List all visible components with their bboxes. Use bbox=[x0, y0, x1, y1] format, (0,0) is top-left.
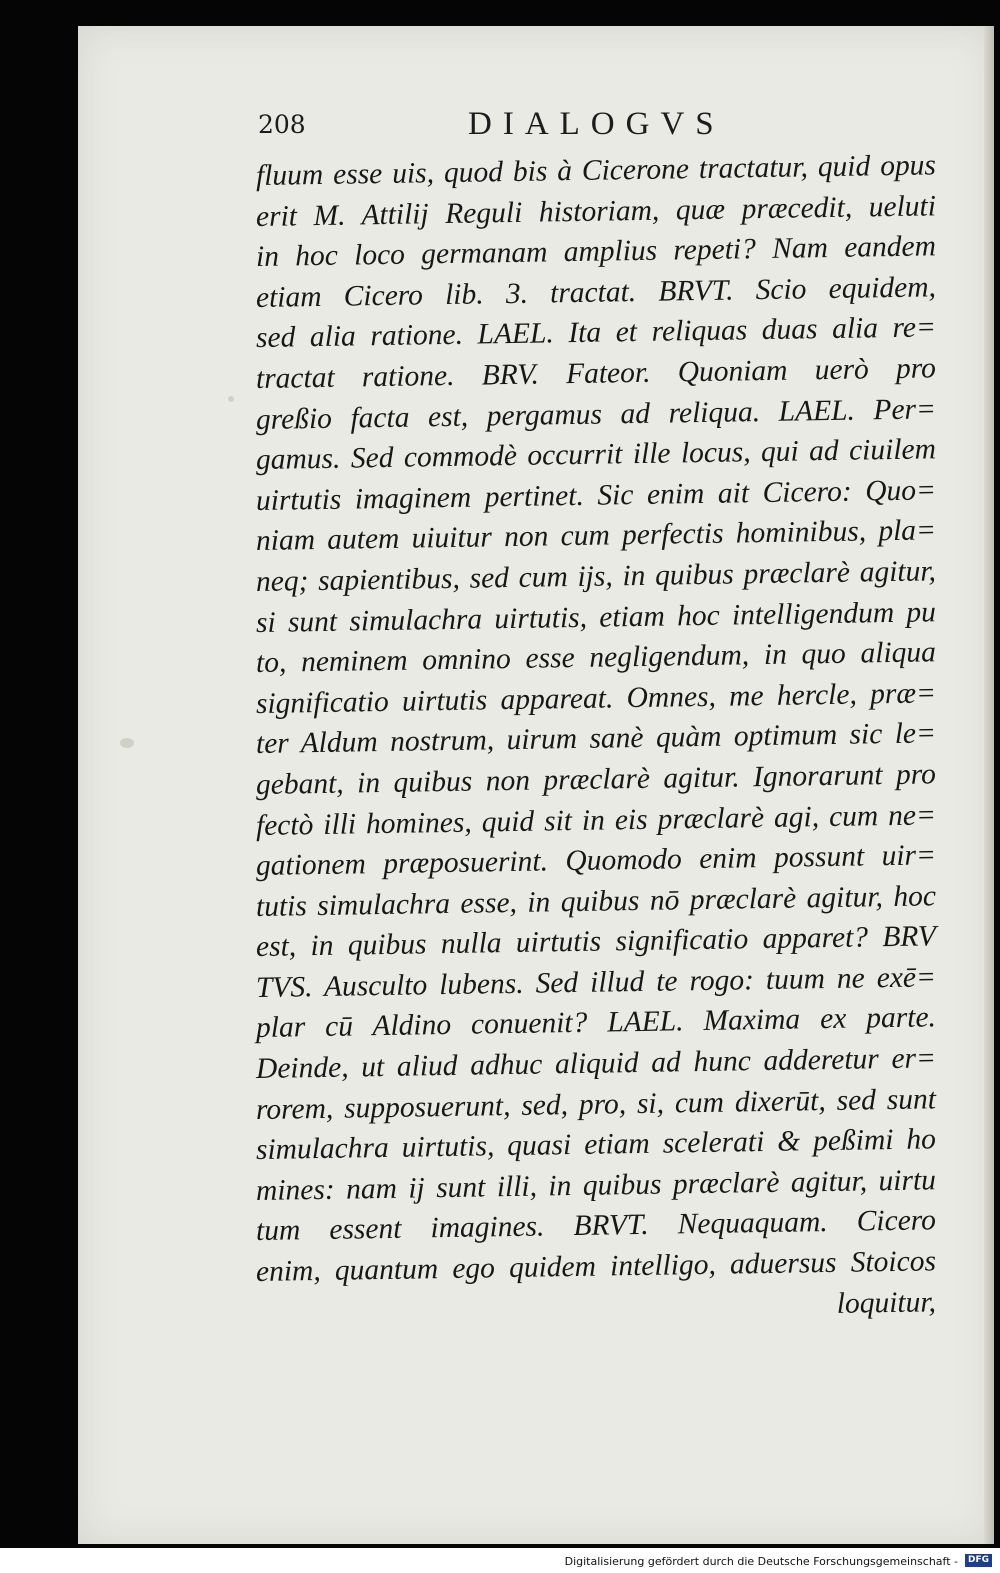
text-line: etiam Cicero lib. 3. tractat. BRVT. Scio equidem, bbox=[255, 271, 937, 314]
text-block bbox=[255, 149, 937, 1333]
footer-credit: Digitalisierung gefördert durch die Deutsche Forschungsgemeinschaft - bbox=[564, 1555, 958, 1568]
text-line: gationem præposuerint. Quomodo enim possunt uir= bbox=[255, 839, 937, 883]
text-line: si sunt simulachra uirtutis, etiam hoc intelligendum pu bbox=[255, 595, 937, 639]
text-line: TVS. Ausculto lubens. Sed illud te rogo: tuum ne exē= bbox=[255, 961, 937, 1004]
text-line: niam autem uiuitur non cum perfectis hominibus, pla= bbox=[255, 514, 937, 558]
text-line: Deinde, ut aliud adhuc aliquid ad hunc adderetur er= bbox=[255, 1042, 937, 1086]
text-line: sed alia ratione. LAEL. Ita et reliquas duas alia re= bbox=[255, 311, 937, 355]
running-head bbox=[258, 106, 778, 146]
text-line: gebant, in quibus non præclarè agitur. Ignorarunt pro bbox=[255, 758, 937, 801]
text-line: in hoc loco germanam amplius repeti? Nam eandem bbox=[255, 230, 937, 274]
text-line: tum essent imagines. BRVT. Nequaquam. Cicero bbox=[255, 1204, 937, 1248]
text-line: gamus. Sed commodè occurrit ille locus, qui ad ciuilem bbox=[255, 433, 937, 477]
text-line: erit M. Attilij Reguli historiam, quæ præcedit, ueluti bbox=[255, 189, 937, 233]
dfg-logo: DFG bbox=[965, 1554, 992, 1567]
text-line: greßio facta est, pergamus ad reliqua. LAEL. Per= bbox=[255, 392, 937, 436]
paper-stain bbox=[228, 396, 234, 402]
text-line: rorem, supposuerunt, sed, pro, si, cum dixerūt, sed sunt bbox=[255, 1082, 937, 1126]
text-line: significatio uirtutis appareat. Omnes, me hercle, præ= bbox=[255, 677, 937, 720]
text-line: loquitur, bbox=[836, 1285, 937, 1320]
page-number: 208 bbox=[258, 110, 306, 139]
text-line: fluum esse uis, quod bis à Cicerone tractatur, quid opus bbox=[255, 149, 937, 192]
text-line: simulachra uirtutis, quasi etiam scelerati & peßimi ho bbox=[255, 1123, 937, 1167]
page-edge bbox=[984, 26, 994, 1544]
text-line: mines: nam ij sunt illi, in quibus præclarè agitur, uirtu bbox=[255, 1164, 937, 1207]
text-line: plar cū Aldino conuenit? LAEL. Maxima ex parte. bbox=[255, 1001, 937, 1045]
text-line: tractat ratione. BRV. Fateor. Quoniam uerò pro bbox=[255, 352, 937, 395]
text-line: uirtutis imaginem pertinet. Sic enim ait Cicero: Quo= bbox=[255, 474, 937, 517]
text-line: tutis simulachra esse, in quibus nō præclarè agitur, hoc bbox=[255, 880, 937, 923]
text-line: neq; sapientibus, sed cum ijs, in quibus præclarè agitur, bbox=[255, 555, 937, 598]
text-line: fectò illi homines, quid sit in eis præclarè agi, cum ne= bbox=[255, 798, 937, 842]
paper-stain bbox=[120, 738, 134, 748]
footer-bar bbox=[0, 1548, 1000, 1573]
text-line: ter Aldum nostrum, uirum sanè quàm optimum sic le= bbox=[255, 717, 937, 761]
text-line: enim, quantum ego quidem intelligo, aduersus Stoicos bbox=[255, 1245, 937, 1289]
text-line: est, in quibus nulla uirtutis significatio apparet? BRV bbox=[255, 920, 937, 964]
text-line: to, neminem omnino esse negligendum, in quo aliqua bbox=[255, 636, 937, 680]
book-page bbox=[78, 26, 994, 1544]
running-head-title: DIALOGVS bbox=[468, 106, 725, 142]
